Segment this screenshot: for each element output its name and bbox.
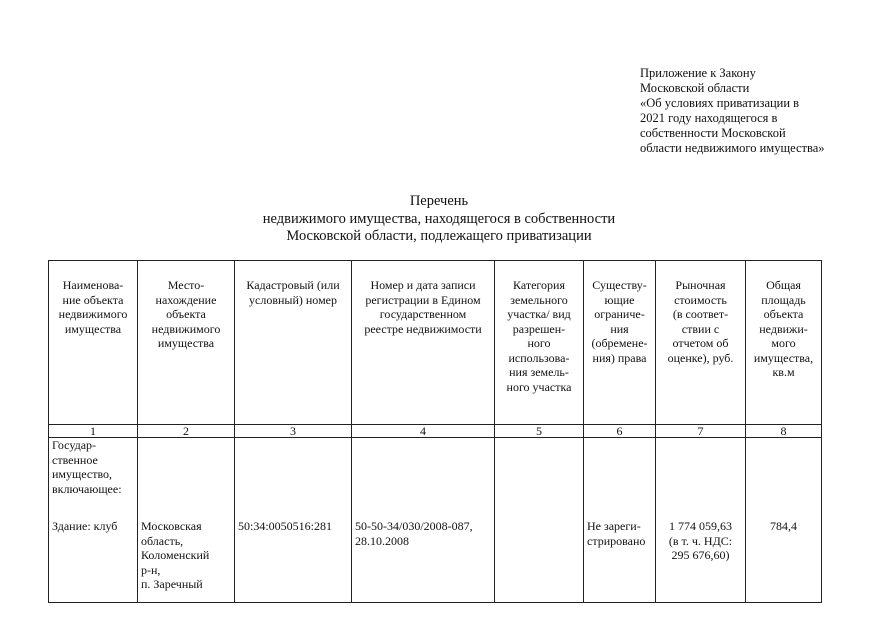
table-header-row <box>49 261 822 425</box>
cell-registration <box>352 438 495 603</box>
header-cadastral: Кадастровый (или условный) номер <box>235 261 352 425</box>
column-number: 5 <box>495 425 584 438</box>
title-line-2: недвижимого имущества, находящегося в собственности <box>262 210 616 227</box>
appendix-note: Приложение к Закону Московской области «Об условиях приватизации в 2021 году находящегося в собственности Московской области недвижимого имущества» <box>640 66 825 155</box>
encumbrance-value: Не зареги- стрировано <box>587 519 646 548</box>
group-label: Государ- ственное имущество, включающее: <box>52 438 122 496</box>
cell-market-value <box>656 438 746 603</box>
cadastral-value: 50:34:0050516:281 <box>238 519 333 533</box>
document-title <box>0 193 878 246</box>
market-value: 1 774 059,63 (в т. ч. НДС: 295 676,60) <box>668 519 733 562</box>
header-name: Наименова- ние объекта недвижимого имущества <box>49 261 138 425</box>
header-registration: Номер и дата записи регистрации в Едином государственном реестре недвижимости <box>352 261 495 425</box>
area-value: 784,4 <box>770 519 797 533</box>
table-row <box>49 438 822 603</box>
cell-cadastral <box>235 438 352 603</box>
header-area: Общая площадь объекта недвижи- мого имущества, кв.м <box>746 261 822 425</box>
cell-encumbrance <box>584 438 656 603</box>
header-location: Место- нахождение объекта недвижимого имущества <box>138 261 235 425</box>
column-number: 8 <box>746 425 822 438</box>
column-number-row <box>49 425 822 438</box>
cell-land-category <box>495 438 584 603</box>
header-land-category: Категория земельного участка/ вид разрешен- ного использова- ния земель- ного участка <box>495 261 584 425</box>
column-number: 3 <box>235 425 352 438</box>
column-number: 2 <box>138 425 235 438</box>
title-line-3: Московской области, подлежащего приватизации <box>286 228 592 244</box>
column-number: 6 <box>584 425 656 438</box>
header-market-value: Рыночная стоимость (в соответ- ствии с отчетом об оценке), руб. <box>656 261 746 425</box>
column-number: 4 <box>352 425 495 438</box>
column-number: 1 <box>49 425 138 438</box>
cell-area <box>746 438 822 603</box>
registration-value: 50-50-34/030/2008-087, 28.10.2008 <box>355 519 473 548</box>
title-line-1: Перечень <box>409 193 469 209</box>
location-value: Московская область, Коломенский р-н, п. Заречный <box>141 519 210 591</box>
object-name: Здание: клуб <box>52 519 118 533</box>
header-encumbrance: Существу- ющие ограниче- ния (обремене- ния) права <box>584 261 656 425</box>
cell-name <box>49 438 138 603</box>
column-number: 7 <box>656 425 746 438</box>
cell-location <box>138 438 235 603</box>
property-table <box>48 260 822 603</box>
